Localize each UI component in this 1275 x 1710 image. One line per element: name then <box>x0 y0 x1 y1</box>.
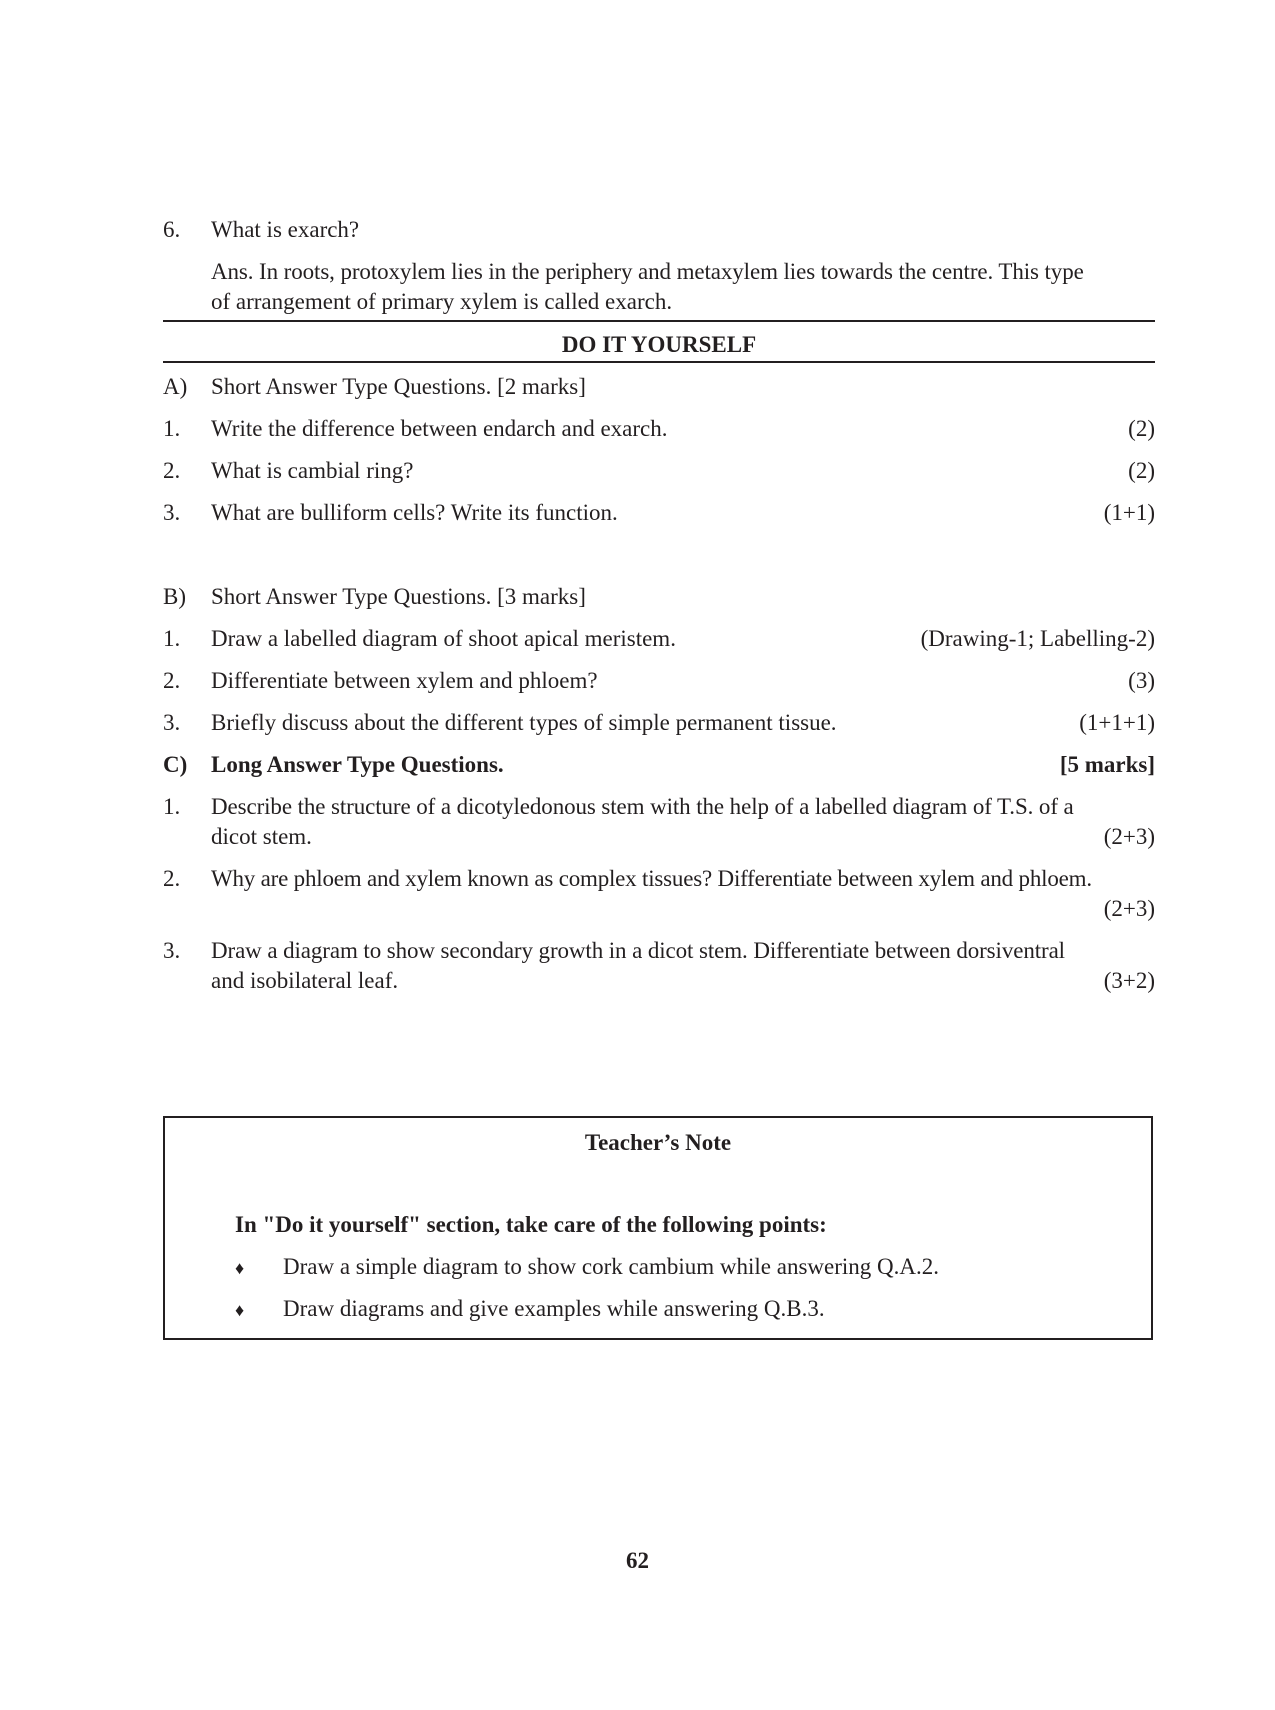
question-number: 3. <box>163 500 181 525</box>
question-marks: (2) <box>1128 416 1155 441</box>
question-marks: (2) <box>1128 458 1155 483</box>
section-label: B) <box>163 584 186 609</box>
section-c-title <box>163 750 1155 780</box>
answer-text: of arrangement of primary xylem is called exarch. <box>211 289 673 314</box>
question-marks: (2+3) <box>1103 824 1155 849</box>
question-c-1 <box>163 792 1155 822</box>
question-marks: (3+2) <box>1103 968 1155 993</box>
teacher-note-intro: In "Do it yourself" section, take care of the following points: <box>235 1212 827 1237</box>
question-text: Write the difference between endarch and exarch. <box>211 416 668 441</box>
question-text: Describe the structure of a dicotyledonous stem with the help of a labelled diagram of T.S. of a <box>211 794 1074 819</box>
question-text: Briefly discuss about the different types of simple permanent tissue. <box>211 710 837 735</box>
question-number: 1. <box>163 416 181 441</box>
question-a-3 <box>163 498 1155 528</box>
bullet-text: Draw diagrams and give examples while answering Q.B.3. <box>283 1296 825 1321</box>
section-label: A) <box>163 374 188 399</box>
question-text: and isobilateral leaf. <box>211 968 399 993</box>
question-c-2-line-2 <box>211 894 1155 924</box>
question-text: What is exarch? <box>211 217 360 242</box>
question-number: 2. <box>163 668 181 693</box>
section-title: Short Answer Type Questions. [3 marks] <box>211 584 586 609</box>
section-b-title <box>163 582 1155 612</box>
question-marks: (1+1) <box>1103 500 1155 525</box>
question-c-1-line-2 <box>211 822 1155 852</box>
answer-6-line-2 <box>163 287 1155 317</box>
question-text: What are bulliform cells? Write its function. <box>211 500 618 525</box>
answer-text: Ans. In roots, protoxylem lies in the periphery and metaxylem lies towards the centre. This type <box>211 259 1084 284</box>
question-text: Draw a diagram to show secondary growth in a dicot stem. Differentiate between dorsiventral <box>211 938 1065 963</box>
divider-top <box>163 320 1155 322</box>
question-b-1 <box>163 624 1155 654</box>
question-text: Differentiate between xylem and phloem? <box>211 668 598 693</box>
section-heading: DO IT YOURSELF <box>561 332 757 357</box>
question-number: 3. <box>163 710 181 735</box>
diamond-icon: ♦ <box>235 1300 245 1320</box>
question-number: 2. <box>163 866 181 891</box>
question-c-3-line-2 <box>211 966 1155 996</box>
question-marks: (3) <box>1128 668 1155 693</box>
section-label: C) <box>163 752 188 777</box>
question-number: 2. <box>163 458 181 483</box>
question-number: 1. <box>163 626 181 651</box>
page-number: 62 <box>626 1548 649 1573</box>
question-b-3 <box>163 708 1155 738</box>
question-text: dicot stem. <box>211 824 312 849</box>
teacher-note-title: Teacher’s Note <box>584 1130 732 1155</box>
answer-6-line-1 <box>163 257 1155 287</box>
question-b-2 <box>163 666 1155 696</box>
question-a-1 <box>163 414 1155 444</box>
diamond-icon: ♦ <box>235 1258 245 1278</box>
question-marks: (2+3) <box>1103 896 1155 921</box>
question-text: What is cambial ring? <box>211 458 414 483</box>
question-number: 3. <box>163 938 181 963</box>
teacher-note-bullet <box>235 1252 939 1283</box>
teacher-note-bullet <box>235 1294 825 1325</box>
question-marks: (Drawing-1; Labelling-2) <box>920 626 1155 651</box>
question-text: Draw a labelled diagram of shoot apical meristem. <box>211 626 676 651</box>
question-c-3 <box>163 936 1155 966</box>
divider-bottom <box>163 361 1155 363</box>
question-marks: (1+1+1) <box>1079 710 1155 735</box>
bullet-text: Draw a simple diagram to show cork cambium while answering Q.A.2. <box>283 1254 939 1279</box>
section-marks: [5 marks] <box>1059 752 1155 777</box>
question-number: 1. <box>163 794 181 819</box>
question-a-2 <box>163 456 1155 486</box>
question-6 <box>163 215 1155 245</box>
question-c-2 <box>163 864 1155 894</box>
section-title: Long Answer Type Questions. <box>211 752 504 777</box>
teacher-note-box <box>163 1116 1153 1340</box>
section-a-title <box>163 372 1155 402</box>
question-number: 6. <box>163 217 181 242</box>
section-title: Short Answer Type Questions. [2 marks] <box>211 374 586 399</box>
question-text: Why are phloem and xylem known as complex tissues? Differentiate between xylem and phloem. <box>211 866 1092 891</box>
